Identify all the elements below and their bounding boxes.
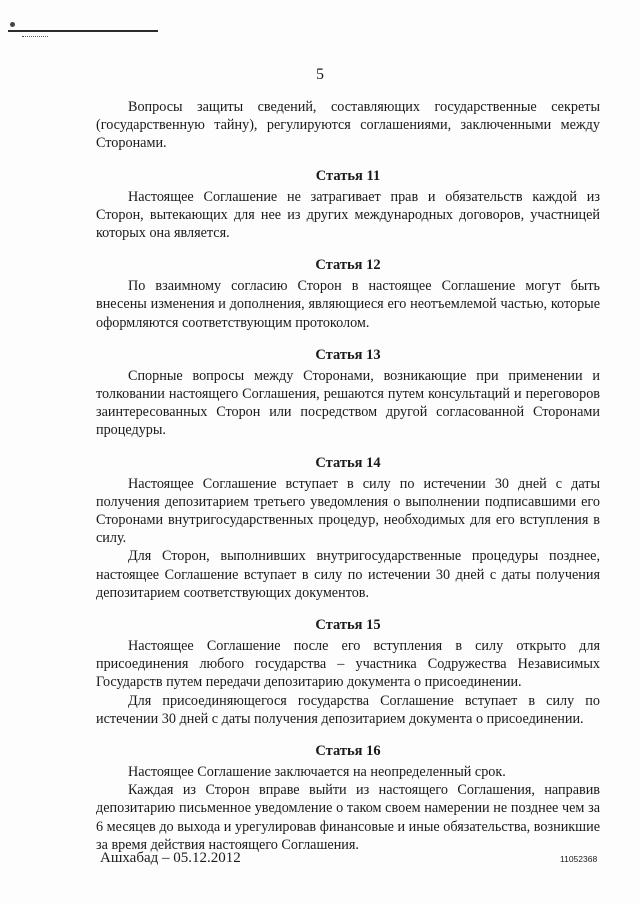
article-paragraph: Настоящее Соглашение вступает в силу по истечении 30 дней с даты получения депозитарием третьего уведомления о выполнении подписавшими его Сторонами внутригосударственных процедур, необходимых для его вступления в силу. [96,475,600,547]
article-title: Статья 13 [315,346,381,363]
article-paragraph: Настоящее Соглашение после его вступления в силу открыто для присоединения любого государства – участника Содружества Независимых Государств путем передачи депозитарию документа о присоединении. [96,638,600,691]
article-paragraph: По взаимному согласию Сторон в настоящее Соглашение могут быть внесены изменения и дополнения, являющиеся его неотъемлемой частью, которые оформляются соответствующим протоколом. [96,278,600,331]
article-paragraph: Для Сторон, выполнивших внутригосударственные процедуры позднее, настоящее Соглашение вступает в силу по истечении 30 дней с даты получения депозитарием соответствующих документов. [96,548,600,601]
article-12 [96,256,600,332]
article-paragraph: Каждая из Сторон вправе выйти из настоящего Соглашения, направив депозитарию письменное уведомление о таком своем намерении не позднее чем за 6 месяцев до выхода и урегулировав финансовые и иные обязательства, возникшие за время действия настоящего Соглашения. [96,782,600,853]
article-paragraph: Настоящее Соглашение заключается на неопределенный срок. [128,764,506,781]
article-title: Статья 16 [315,743,381,760]
article-title: Статья 12 [315,257,381,274]
scan-mark [10,22,15,27]
article-11 [96,167,600,243]
article-15 [96,616,600,728]
page-number: 5 [316,66,324,83]
footer-place-date: Ашхабад – 05.12.2012 [100,850,241,866]
scan-header-rule [8,30,158,32]
article-13 [96,346,600,440]
document-body [96,98,600,854]
article-16 [96,742,600,854]
article-paragraph: Настоящее Соглашение не затрагивает прав и обязательств каждой из Сторон, вытекающих для нее из других международных договоров, участницей которых она является. [96,188,600,242]
article-paragraph: Спорные вопросы между Сторонами, возникающие при применении и толковании настоящего Соглашения, решаются путем консультаций и переговоров заинтересованных Сторон или посредством другой согласованной Сторонами процедуры. [96,367,600,439]
article-title: Статья 11 [315,167,381,184]
scan-scribble [22,36,48,40]
article-title: Статья 15 [315,617,381,634]
article-14 [96,454,600,602]
article-paragraph: Для присоединяющегося государства Соглашение вступает в силу по истечении 30 дней с даты получения депозитарием документа о присоединении. [96,692,600,727]
intro-paragraph: Вопросы защиты сведений, составляющих государственные секреты (государственную тайну), регулируются соглашениями, заключенными между Сторонами. [96,99,600,152]
footer-doc-code: 11052368 [560,854,598,864]
article-title: Статья 14 [315,454,381,471]
